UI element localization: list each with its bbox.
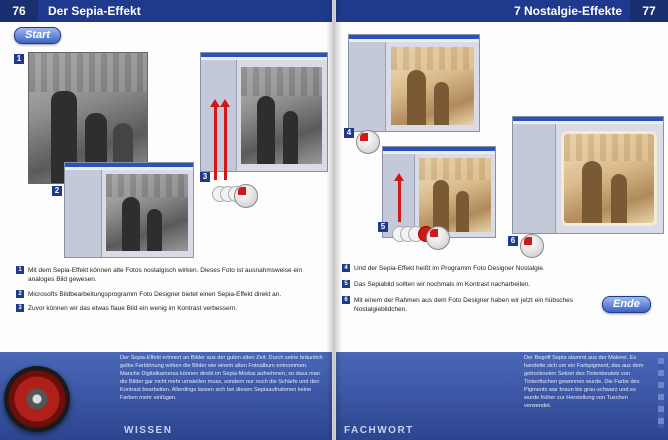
- step-number-1: 1: [14, 54, 24, 64]
- left-header: [0, 0, 332, 22]
- mouse-icon: [520, 234, 544, 258]
- right-page-title: 7 Nostalgie-Effekte: [513, 4, 622, 18]
- end-button[interactable]: Ende: [602, 296, 651, 313]
- step2-screenshot: [64, 162, 194, 258]
- caption-4: 4 Und der Sepia-Effekt heißt im Programm Foto Designer Nostalgie.: [342, 264, 592, 273]
- fachwort-text: Der Begriff Sepia stammt aus der Malerei. Es handelte sich um ein Farbpigment, das aus dem getrockneten Sekret des Tintenbeutels von Tintenfischen gewonnen wurde. Die Farbe des Pigments war braun bis grau-schwarz und es wurde früher zur Herstellung von Tuschen verwendet.: [524, 355, 644, 409]
- step-number-5: 5: [378, 222, 388, 232]
- book-gutter: [326, 0, 342, 440]
- step-number-3: 3: [200, 172, 210, 182]
- left-page-number: 76: [0, 0, 38, 22]
- caption-5: 5 Das Sepiabild sollten wir nochmals im Kontrast nacharbeiten.: [342, 280, 592, 289]
- left-page-title: Der Sepia-Effekt: [48, 4, 141, 18]
- wissen-text: Der Sepia-Effekt erinnert an Bilder aus der guten alten Zeit. Durch seine bräunlich gelbe Farbtönung wirken die Bilder wie einem alten Fotoalbum entnommen. Manche Digitalkameras können direkt im Sepia-Modus aufnehmen, so dass man die Bilder gar nicht mehr umstellen muss, sondern nur noch die Schärfe und den Kontrast bearbeiten. Allerdings lassen sich bei diesen Sepiaaufnahmen keine Farben mehr einfügen.: [120, 355, 323, 401]
- caption-2: 2 Microsofts Bildbearbeitungsprogramm Foto Designer bietet einen Sepia-Effekt direkt an.: [16, 290, 322, 299]
- step4-screenshot: [348, 34, 480, 132]
- mouse-icon: [356, 130, 380, 154]
- caption-3: 3 Zuvor können wir das etwas flaue Bild ein wenig im Kontrast verbessern.: [16, 304, 322, 313]
- step-number-2: 2: [52, 186, 62, 196]
- fachwort-box: [336, 352, 668, 440]
- red-arrow: [214, 106, 217, 180]
- caption-6: 6 Mit einem der Rahmen aus dem Foto Designer haben wir jetzt ein hübsches Nostalgiebildchen.: [342, 296, 592, 314]
- step6-screenshot: [512, 116, 664, 234]
- start-button[interactable]: Start: [14, 27, 61, 44]
- red-arrow: [398, 180, 401, 222]
- caption-1: 1 Mit dem Sepia-Effekt können alte Fotos nostalgisch wirken. Dieses Foto ist ausnahmsweise ein analoges Bild gewesen.: [16, 266, 322, 284]
- step-number-4: 4: [344, 128, 354, 138]
- step-number-6: 6: [508, 236, 518, 246]
- fachwort-label: FACHWORT: [344, 425, 414, 436]
- decorative-stripes: [658, 358, 664, 428]
- red-arrow: [224, 106, 227, 180]
- right-page-number: 77: [630, 0, 668, 22]
- step3-screenshot: [200, 52, 328, 172]
- right-page: [336, 0, 668, 440]
- wissen-label: WISSEN: [124, 425, 173, 436]
- mouse-icon: [426, 226, 450, 250]
- right-header: [336, 0, 668, 22]
- left-page: [0, 0, 332, 440]
- wissen-box: [0, 352, 332, 440]
- camera-lens-icon: [4, 366, 70, 432]
- mouse-icon: [234, 184, 258, 208]
